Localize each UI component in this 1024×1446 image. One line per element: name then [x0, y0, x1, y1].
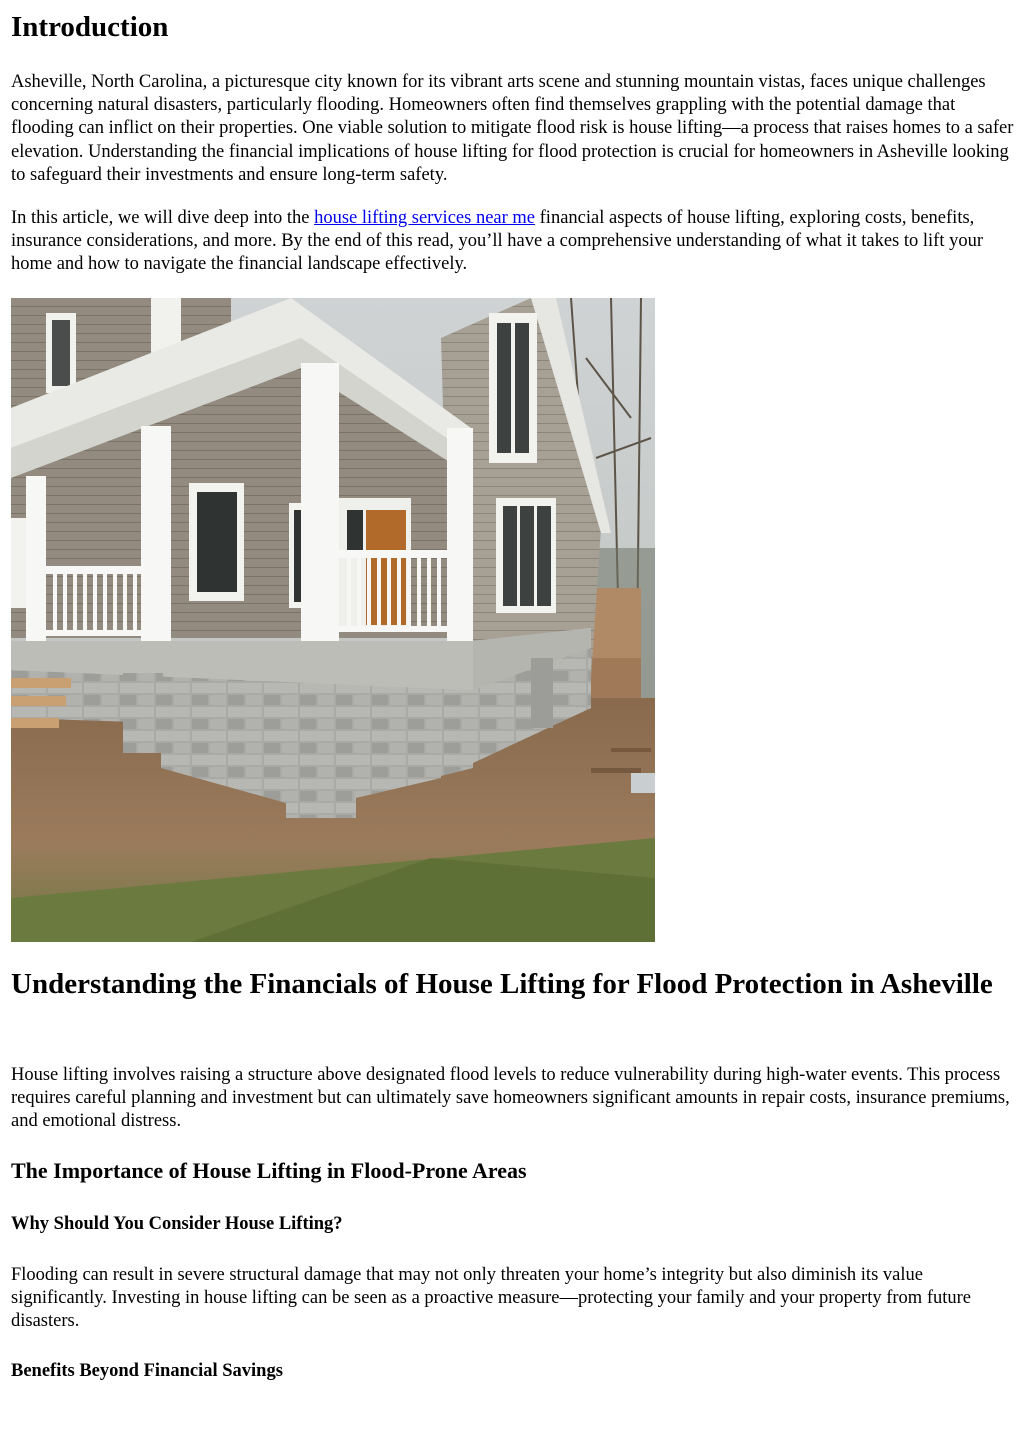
house-lifting-services-link[interactable]: house lifting services near me — [314, 208, 536, 228]
why-consider-paragraph: Flooding can result in severe structural damage that may not only threaten your home’s integrity but also diminish its value significantly. Investing in house lifting can be seen as a proactive measure—protecting your family and your property from future disasters. — [11, 1265, 971, 1332]
why-consider-heading: Why Should You Consider House Lifting? — [11, 1214, 343, 1234]
section-paragraph: House lifting involves raising a structure above designated flood levels to reduce vulnerability during high-water events. This process requires careful planning and investment but can ultimately save homeowners significant amounts in repair costs, insurance premiums, and emotional distress. — [11, 1065, 1010, 1132]
intro-heading: Introduction — [11, 11, 169, 43]
house-photo-illustration — [11, 298, 655, 942]
benefits-heading: Benefits Beyond Financial Savings — [11, 1361, 283, 1381]
section-heading: Understanding the Financials of House Lifting for Flood Protection in Asheville — [11, 968, 993, 1000]
house-photo — [11, 298, 655, 942]
intro-paragraph-2-end: financial aspects of house lifting, exploring costs, benefits, insurance considerations, and more. By the end of this read, you’ll have a comprehensive understanding of what it takes to lift your home and how to navigate the financial landscape effectively. — [11, 208, 984, 275]
intro-paragraph-2 — [11, 207, 1015, 277]
importance-heading: The Importance of House Lifting in Flood-Prone Areas — [11, 1158, 527, 1183]
intro-paragraph-2-start: In this article, we will dive deep into the — [11, 208, 315, 228]
intro-paragraph-1: Asheville, North Carolina, a picturesque city known for its vibrant arts scene and stunning mountain vistas, faces unique challenges concerning natural disasters, particularly flooding. Homeowners often find themselves grappling with the potential damage that flooding can inflict on their properties. One viable solution to mitigate flood risk is house lifting—a process that raises homes to a safer elevation. Understanding the financial implications of house lifting for flood protection is crucial for homeowners in Asheville looking to safeguard their investments and ensure long-term safety. — [11, 72, 1014, 185]
